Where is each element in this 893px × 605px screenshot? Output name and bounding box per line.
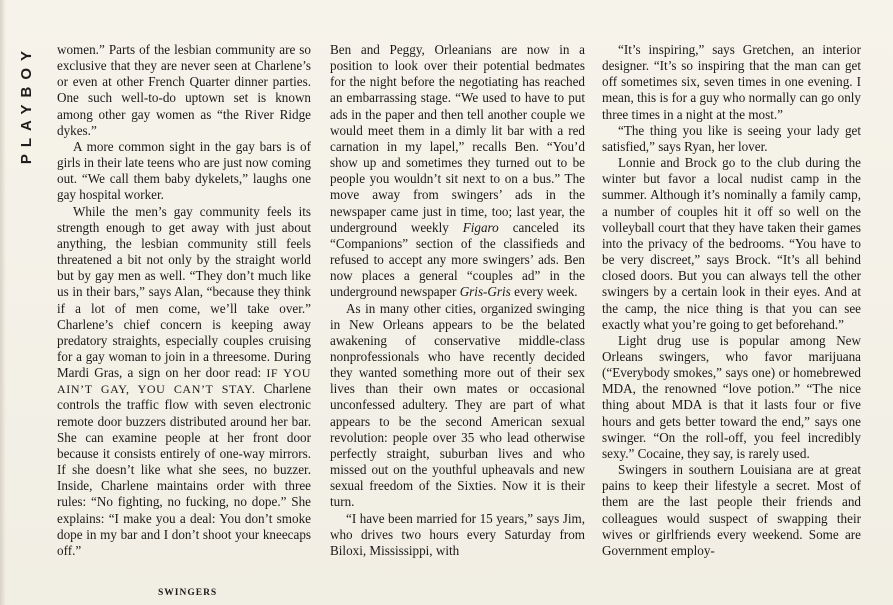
paragraph xyxy=(330,42,585,301)
paragraph xyxy=(57,204,311,559)
paragraph-text: canceled its “Companions” section of the classifieds and refused to accept any more swingers’ ads. Ben now places a general “couples ad” in the underground newspaper xyxy=(330,219,585,300)
section-label: SWINGERS xyxy=(158,588,218,598)
publication-name: Figaro xyxy=(462,219,499,235)
paragraph: “The thing you like is seeing your lady get satisfied,” says Ryan, her lover. xyxy=(602,122,861,154)
paragraph: “I have been married for 15 years,” says Jim, who drives two hours every Saturday from Biloxi, Mississippi, with xyxy=(330,510,585,558)
running-head: PLAYBOY xyxy=(18,44,35,165)
paragraph: Lonnie and Brock go to the club during the winter but favor a local nudist camp in the summer. Although it’s nominally a family camp, a number of couples hit it off so well on the volleyball court that they have taken their games into the privacy of the bedrooms. “You have to be very discreet,” says Brock. “It’s all behind closed doors. But you can always tell the other swingers by a certain look in their eyes. And at the camp, the nice thing is that you can see exactly what you’re going to get beforehand.” xyxy=(602,155,861,332)
door-sign-text: IF YOU AIN’T GAY, YOU CAN’T STAY. xyxy=(57,366,311,397)
paragraph-text: every week. xyxy=(514,284,578,300)
paragraph-text: While the men’s gay community feels its strength enough to get away with just about anything, the lesbian community still feels threatened a bit not only by the straight world but by gay men as well. “They don’t much like us in their bars,” says Alan, “because they think if a lot of men come, we’ll take over.” Charlene’s chief concern is keeping away predatory straights, especially couples cruising for a gay woman to join in a threesome. During Mardi Gras, a sign on her door read: xyxy=(57,203,311,381)
text-column-1 xyxy=(57,42,311,559)
paragraph: Swingers in southern Louisiana are at great pains to keep their lifestyle a secret. Most of them are the last people their friends and colleagues would suspect of swapping their wives or girlfriends every weekend. Some are Government employ- xyxy=(602,462,861,558)
text-column-3 xyxy=(602,42,861,559)
paragraph: “It’s inspiring,” says Gretchen, an interior designer. “It’s so inspiring that the man can get off sometimes six, seven times in one evening. I mean, this is for a guy who normally can go only three times in a night at the most.” xyxy=(602,42,861,122)
publication-name: Gris-Gris xyxy=(459,284,511,300)
paragraph-text: Ben and Peggy, Orleanians are now in a position to look over their potential bedmates for the night before the negotiating has reached an embarrassing stage. “We used to have to put ads in the paper and then tell another couple we would meet them in a dimly lit bar with a red carnation in my lapel,” recalls Ben. “You’d show up and sometimes they turned out to be people you wouldn’t sit next to on a bus.” The move away from swingers’ ads in the newspaper came just in time, too; last year, the underground weekly xyxy=(330,42,585,235)
paragraph-text: Charlene controls the traffic flow with seven electronic remote door buzzers distributed around her bar. She can examine people at her front door because it consists entirely of one-way mirrors. If she doesn’t like what she sees, no buzzer. Inside, Charlene maintains order with three rules: “No fighting, no fucking, no dope.” She explains: “I make you a deal: You don’t smoke dope in my bar and I don’t shoot your kneecaps off.” xyxy=(57,381,311,558)
page-edge-shadow xyxy=(0,0,6,605)
paragraph: women.” Parts of the lesbian community are so exclusive that they are never seen at Charlene’s or even at other French Quarter dinner parties. One such well-to-do uptown set is known among other gay women as “the River Ridge dykes.” xyxy=(57,42,311,138)
paragraph: As in many other cities, organized swinging in New Orleans appears to be the belated awakening of conservative middle-class nonprofessionals who have recently decided they wanted something more out of their sex lives than their own mates or occasional unconfessed adultery. They are part of what appears to be the second American sexual revolution: people over 35 who lead otherwise perfectly straight, suburban lives and who missed out on the youthful upheavals and new sexual freedom of the Sixties. Now it is their turn. xyxy=(330,300,585,510)
paragraph: A more common sight in the gay bars is of girls in their late teens who are just now coming out. “We call them baby dykelets,” laughs one gay hospital worker. xyxy=(57,138,311,203)
paragraph: Light drug use is popular among New Orleans swingers, who favor marijuana (“Everybody smokes,” says one) or homebrewed MDA, the renowned “love potion.” “The nice thing about MDA is that it lasts four or five hours and gets better toward the end,” says one swinger. “On the roll-off, you feel incredibly sexy.” Cocaine, they say, is rarely used. xyxy=(602,332,861,461)
text-column-2 xyxy=(330,42,585,559)
